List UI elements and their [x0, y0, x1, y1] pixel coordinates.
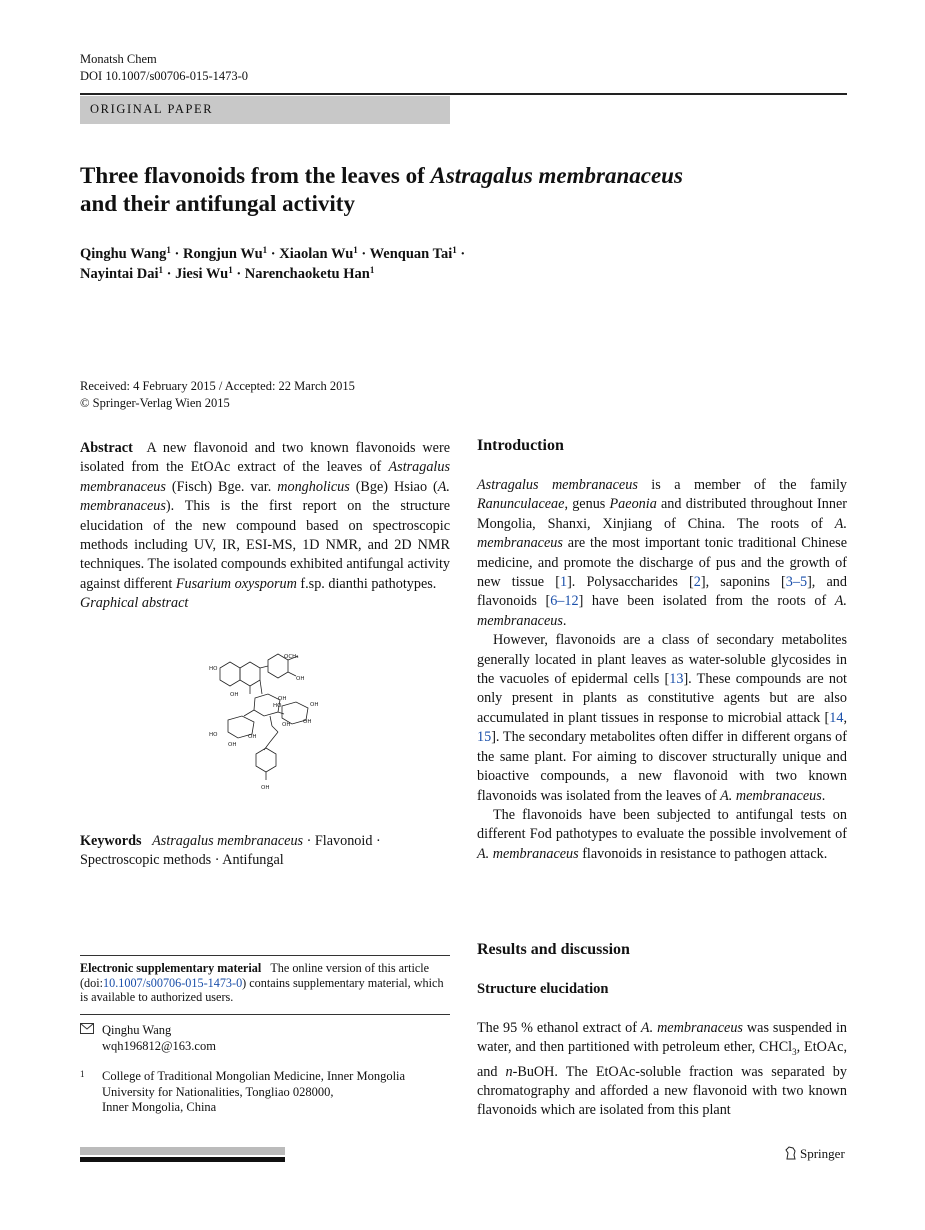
body-text: However, flavonoids are a class of secondary metabolites generally located in plant leaves as water-soluble glycosides in the vacuoles of epidermal cells [	[477, 632, 847, 688]
title-species: Astragalus membranaceus	[430, 163, 683, 188]
author-separator: ·	[170, 246, 183, 262]
abstract-text: A new flavonoid and two known flavonoids were isolated from the EtOAc extract of the leaves of	[80, 440, 450, 476]
label-oh: OH	[278, 696, 287, 702]
label-oh: OH	[282, 722, 291, 728]
author-affiliation-mark: 1	[262, 245, 268, 255]
title-line2: and their antifungal activity	[80, 191, 355, 216]
author-name: Wenquan Tai	[369, 246, 453, 262]
author-separator: ·	[357, 246, 370, 262]
italic-text: A. membranaceus	[477, 515, 847, 552]
author-list	[80, 244, 800, 284]
author-affiliation-mark: 1	[452, 245, 457, 255]
footnote-rule	[80, 955, 450, 956]
barcode-strip	[80, 1147, 285, 1162]
keyword-species: Astragalus membranaceus	[152, 833, 304, 849]
abstract	[80, 439, 450, 614]
body-text: The flavonoids have been subjected to antifungal tests on different Fod pathotypes to evaluate the possible involvement of	[477, 806, 847, 843]
author-affiliation-mark: 1	[166, 245, 171, 255]
supplementary-text: ) contains supplementary material, which is available to authorized users.	[80, 975, 444, 1004]
italic-text: Ranunculaceae	[477, 496, 565, 513]
italic-text: A. membranaceus	[477, 593, 847, 629]
graphical-abstract-label: Graphical abstract	[80, 595, 189, 612]
label-ho: HO	[209, 666, 218, 672]
body-text: and distributed throughout Inner Mongolia, Shanxi, Xinjiang of China. The roots of	[477, 496, 847, 532]
body-text: ], and flavonoids [	[477, 574, 847, 610]
citation-link[interactable]: 1	[559, 574, 568, 591]
affiliation	[102, 1069, 452, 1116]
label-oh: OH	[228, 742, 237, 748]
keywords-label: Keywords	[80, 833, 142, 849]
citation-link[interactable]: 13	[669, 671, 684, 688]
abstract-label: Abstract	[80, 440, 133, 456]
italic-text: A. membranaceus	[720, 787, 822, 804]
italic-text: Astragalus membranaceus	[477, 477, 638, 493]
supplementary-label: Electronic supplementary material	[80, 961, 262, 975]
springer-logo	[785, 1146, 845, 1162]
label-och3: OCH₃	[284, 654, 299, 660]
introduction-body	[477, 476, 847, 864]
italic-text: Paeonia	[609, 496, 657, 513]
citation-link[interactable]: 6–12	[550, 593, 579, 610]
intro-paragraph-3	[477, 806, 847, 864]
body-text: , genus	[564, 496, 610, 513]
body-text: ]. Polysaccharides [	[567, 574, 694, 591]
abstract-text: (Fisch) Bge. var.	[165, 478, 278, 495]
author-line-2	[80, 264, 800, 284]
label-ho: HO	[209, 732, 218, 738]
affiliation-line: University for Nationalities, Tongliao 028000,	[102, 1084, 334, 1099]
supplementary-note	[80, 961, 450, 1005]
abstract-variety: mongholicus	[277, 478, 350, 495]
abstract-fungus: Fusarium oxysporum	[175, 575, 297, 592]
body-text: ], saponins [	[700, 574, 786, 591]
body-text: ]. These compounds are not only present in plants as constitutive agents but are also accumulated in plant tissues in response to microbial attack [	[477, 671, 847, 726]
label-oh: OH	[303, 719, 312, 725]
springer-label: Springer	[800, 1146, 845, 1161]
author-affiliation-mark: 1	[353, 245, 358, 255]
body-text: ]. The secondary metabolites often differ in different organs of the same plant. For aiming to discover structurally unique and bioactive compounds, a new flavonoid with two known flavonoids was isolated from the leaves of	[477, 729, 847, 804]
abstract-species-short: A. membranaceus	[80, 478, 450, 515]
citation-link[interactable]: 3–5	[785, 574, 808, 591]
author-name: Jiesi Wu	[175, 266, 229, 282]
body-text: -BuOH. The EtOAc-soluble fraction was separated by chromatography and afforded a new flavonoid with two known flavonoids which are isolated from this plant	[477, 1063, 847, 1119]
author-name: Qinghu Wang	[80, 246, 167, 262]
label-oh: OH	[230, 692, 239, 698]
affiliation-line: Inner Mongolia, China	[102, 1100, 217, 1114]
journal-name: Monatsh Chem	[80, 52, 157, 66]
italic-text: A. membranaceus	[640, 1020, 743, 1036]
structure-elucidation-heading: Structure elucidation	[477, 981, 609, 997]
author-name: Nayintai Dai	[80, 266, 159, 282]
footnote-rule-2	[80, 1014, 450, 1015]
author-affiliation-mark: 1	[158, 265, 164, 275]
author-name: Rongjun Wu	[182, 246, 263, 262]
label-oh: OH	[248, 734, 257, 740]
copyright: © Springer-Verlag Wien 2015	[80, 395, 230, 410]
journal-header	[80, 51, 248, 85]
citation-link[interactable]: 2	[693, 574, 701, 591]
body-text: are the most important tonic traditional Chinese medicine, and promote the discharge of pus and the growth of new tissue [	[477, 535, 847, 591]
title-prefix: Three flavonoids from the leaves of	[80, 163, 431, 188]
doi: DOI 10.1007/s00706-015-1473-0	[80, 69, 249, 83]
keywords	[80, 832, 450, 871]
received-dates: Received: 4 February 2015 / Accepted: 22 March 2015	[80, 379, 355, 393]
citation-link[interactable]: 15	[477, 729, 492, 746]
intro-paragraph-2	[477, 631, 847, 806]
affiliation-number: 1	[80, 1069, 85, 1079]
springer-horse-icon	[785, 1146, 797, 1160]
italic-text: n	[505, 1063, 513, 1080]
author-name: Narenchaoketu Han	[244, 266, 370, 282]
paper-title	[80, 162, 840, 218]
author-separator: ·	[163, 266, 176, 282]
category-badge	[80, 96, 450, 124]
intro-paragraph-1	[477, 476, 847, 631]
label-ho: HO	[273, 703, 282, 709]
body-text: ] have been isolated from the roots of	[578, 593, 835, 610]
author-name: Xiaolan Wu	[279, 246, 354, 262]
body-text: .	[562, 612, 567, 629]
supplementary-doi-link[interactable]: 10.1007/s00706-015-1473-0	[103, 975, 243, 990]
author-separator: ·	[232, 266, 245, 282]
results-paragraph-1	[477, 1019, 847, 1121]
introduction-heading: Introduction	[477, 437, 564, 454]
body-text: is a member of the family	[637, 477, 847, 493]
italic-text: A. membranaceus	[477, 845, 579, 862]
category-label: ORIGINAL PAPER	[90, 102, 214, 116]
subscript: 3	[792, 1047, 797, 1058]
label-oh: OH	[261, 785, 270, 791]
affiliation-line: College of Traditional Mongolian Medicine, Inner Mongolia	[102, 1069, 406, 1083]
body-text: was suspended in water, and then partitioned with petroleum ether, CHCl	[477, 1020, 848, 1056]
keywords-rest: · Flavonoid · Spectroscopic methods · Antifungal	[80, 833, 381, 869]
abstract-text: ). This is the first report on the structure elucidation of the new compound based on spectroscopic methods including UV, IR, ESI-MS, 1D NMR, and 2D NMR techniques. The isolated compounds exhibited antifungal activity against different	[80, 498, 450, 592]
body-text: .	[821, 787, 826, 804]
author-affiliation-mark: 1	[228, 265, 233, 275]
received-info	[80, 378, 355, 411]
author-separator: ·	[456, 246, 466, 262]
citation-link[interactable]: 14	[829, 709, 844, 726]
body-text: ,	[843, 709, 847, 726]
results-body	[477, 1019, 847, 1121]
body-text: , EtOAc, and	[477, 1039, 848, 1080]
author-separator: ·	[267, 246, 280, 262]
abstract-text: (Bge) Hsiao (	[349, 478, 438, 495]
supplementary-text: The online version of this article (doi:	[80, 961, 430, 990]
author-line-1	[80, 244, 800, 264]
abstract-species: Astragalus membranaceus	[80, 459, 450, 495]
corresponding-name: Qinghu Wang	[102, 1023, 172, 1037]
label-oh: OH	[296, 676, 305, 682]
corresponding-email[interactable]: wqh196812@163.com	[102, 1039, 216, 1053]
chemical-structure	[200, 650, 340, 795]
envelope-icon	[80, 1023, 94, 1034]
top-rule	[80, 93, 847, 95]
corresponding-author	[102, 1022, 216, 1054]
author-affiliation-mark: 1	[369, 265, 375, 275]
results-heading: Results and discussion	[477, 941, 630, 958]
body-text: The 95 % ethanol extract of	[477, 1020, 641, 1036]
body-text: flavonoids in resistance to pathogen attack.	[578, 845, 828, 862]
label-oh: OH	[310, 702, 319, 708]
abstract-text: f.sp. dianthi pathotypes.	[296, 575, 437, 592]
